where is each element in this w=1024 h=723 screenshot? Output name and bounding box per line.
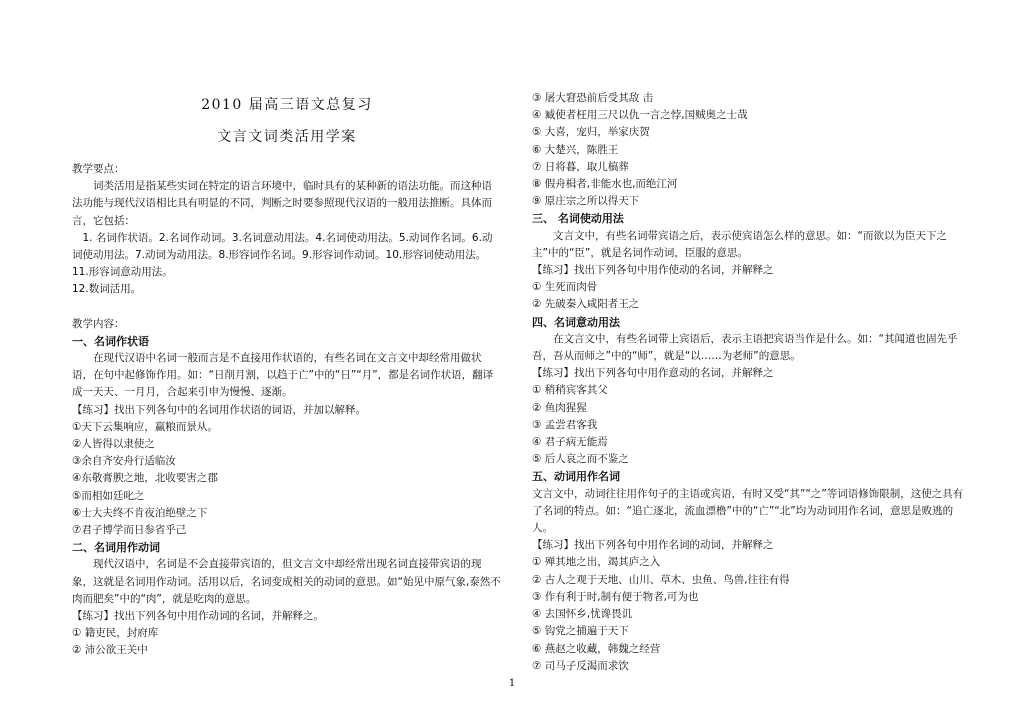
goals-list: 1. 名词作状语。2.名词作动词。3.名词意动用法。4.名词使动用法。5.动词作名词。6.动词使动用法。7.动词为动用法。8.形容词作名词。9.形容词作动词。10.形容词使动用法。11.形容词意动用法。 — [72, 231, 493, 279]
list-item: ② 古人之观于天地、山川、草木、虫鱼、鸟兽,往往有得 — [532, 573, 790, 586]
section-2-list-continued — [532, 90, 964, 210]
goals-text: 词类活用是指某些实词在特定的语言环境中，临时具有的某种新的语法功能。而这种语法功能与现代汉语相比具有明显的不同，判断之时要参照现代汉语的一般用法推断。具体而言，它包括： — [72, 180, 492, 227]
page-number: 1 — [508, 678, 516, 689]
section-1-list — [72, 419, 502, 539]
list-item: ③ 孟尝君客我 — [532, 418, 598, 431]
list-item: ⑥ 大楚兴，陈胜王 — [532, 143, 619, 156]
section-3-exercise: 【练习】找出下列各句中用作使动的名词，并解释之 — [532, 264, 774, 277]
list-item: ⑥ 燕赵之收藏，韩魏之经营 — [532, 642, 661, 655]
list-item: ① 籍吏民，封府库 — [72, 627, 159, 640]
list-item: ⑦君子博学而日参省乎己 — [72, 524, 187, 537]
list-item: ⑤ 钩党之捕遍于天下 — [532, 625, 629, 638]
list-item: ⑨ 原庄宗之所以得天下 — [532, 195, 640, 208]
goals-label: 教学要点： — [72, 163, 125, 175]
list-item: ④东敬膏腴之地，北收要害之郡 — [72, 472, 218, 485]
section-heading-3: 三、 名词使动用法 — [532, 212, 624, 226]
spacer — [72, 299, 502, 316]
list-item: ⑦ 日将暮，取儿槁葬 — [532, 160, 629, 173]
section-heading-5: 五、动词用作名词 — [532, 470, 620, 484]
list-item: ①天下云集响应，赢粮而景从。 — [72, 420, 218, 433]
goals-list-tail: 12.数词活用。 — [72, 283, 142, 296]
section-5-exercise: 【练习】找出下列各句中用作名词的动词，并解释之 — [532, 539, 774, 552]
section-5-text: 文言文中，动词往往用作句子的主语或宾语，有时又受“其”“之”等词语修饰限制，这使之具有了名词的特点。如：“追亡逐北，流血漂橹”中的“亡”“北”均为动词用作名词，意思是败逃的人。 — [532, 487, 964, 535]
section-5-list — [532, 554, 964, 674]
section-2-exercise: 【练习】找出下列各句中用作动词的名词，并解释之。 — [72, 610, 324, 623]
section-3-text: 文言文中，有些名词带宾语之后，表示使宾语怎么样的意思。如：“而欲以为臣天下之主”中的“臣”，就是名词作动词，臣服的意思。 — [532, 229, 947, 259]
content-label: 教学内容： — [72, 317, 125, 330]
section-4-list — [532, 382, 964, 468]
list-item: ① 稍稍宾客其父 — [532, 384, 608, 397]
list-item: ⑤而相如廷叱之 — [72, 489, 145, 502]
list-item: ⑥士大夫终不肯夜泊绝壁之下 — [72, 506, 208, 519]
list-item: ② 鱼肉猩猩 — [532, 401, 587, 414]
list-item: ②人皆得以隶使之 — [72, 438, 155, 451]
section-4-text: 在文言文中，有些名词带上宾语后，表示主语把宾语当作是什么。如：“其闻道也固先乎吾，吾从而师之”中的“师”，就是“以……为老师”的意思。 — [532, 332, 958, 363]
section-heading-4: 四、名词意动用法 — [532, 315, 620, 329]
section-3-list — [532, 279, 964, 313]
section-1-text: 在现代汉语中名词一般而言是不直接用作状语的，有些名词在文言文中却经常用做状语，在句中起修饰作用。如：“日削月割，以趋于亡”中的“日”“月”，都是名词作状语，翻译成一天天、一月月，合起来引申为慢慢、逐渐。 — [72, 352, 494, 399]
document-subtitle: 文言文词类活用学案 — [217, 129, 357, 145]
list-item: ② 沛公欲王关中 — [72, 644, 148, 657]
list-item: ⑤ 大喜，宠归，举家庆贺 — [532, 126, 650, 139]
section-4-exercise: 【练习】找出下列各句中用作意动的名词，并解释之 — [532, 367, 774, 380]
list-item: ⑤ 后人哀之而不鉴之 — [532, 453, 629, 466]
list-item: ② 先破秦入咸阳者王之 — [532, 298, 640, 311]
section-1-exercise: 【练习】找出下列各句中的名词用作状语的词语，并加以解释。 — [72, 403, 366, 416]
list-item: ④ 去国怀乡,忧谗畏讥 — [532, 608, 633, 621]
left-column — [72, 95, 502, 660]
section-2-list — [72, 625, 502, 659]
document-title: 2010 届高三语文总复习 — [201, 97, 373, 113]
list-item: ③余自齐安舟行适临汝 — [72, 455, 176, 468]
section-2-text: 现代汉语中，名词是不会直接带宾语的，但文言文中却经常出现名词直接带宾语的现象，这就是名词用作动词。活用以后，名词变成相关的动词的意思。如“始见中原气象,泰然不肉而肥矣”中的“肉”，就是吃肉的意思。 — [72, 558, 501, 605]
list-item: ⑦ 司马子反渴而求饮 — [532, 659, 629, 672]
list-item: ① 生死而肉骨 — [532, 281, 598, 294]
list-item: ③ 作有利于时,制有便于物者,可为也 — [532, 590, 699, 603]
list-item: ④ 臧使者枉用三尺以仇一言之悖,国贼奥之士哉 — [532, 109, 748, 122]
section-heading-1: 一、名词作状语 — [72, 334, 149, 348]
right-column — [532, 90, 964, 675]
list-item: ① 殚其地之出，竭其庐之入 — [532, 556, 661, 569]
list-item: ⑧ 假舟楫者,非能水也,而绝江河 — [532, 178, 678, 191]
section-heading-2: 二、名词用作动词 — [72, 541, 160, 555]
list-item: ③ 屠大窘恐前后受其敌 击 — [532, 92, 654, 104]
list-item: ④ 君子病无能焉 — [532, 436, 608, 449]
